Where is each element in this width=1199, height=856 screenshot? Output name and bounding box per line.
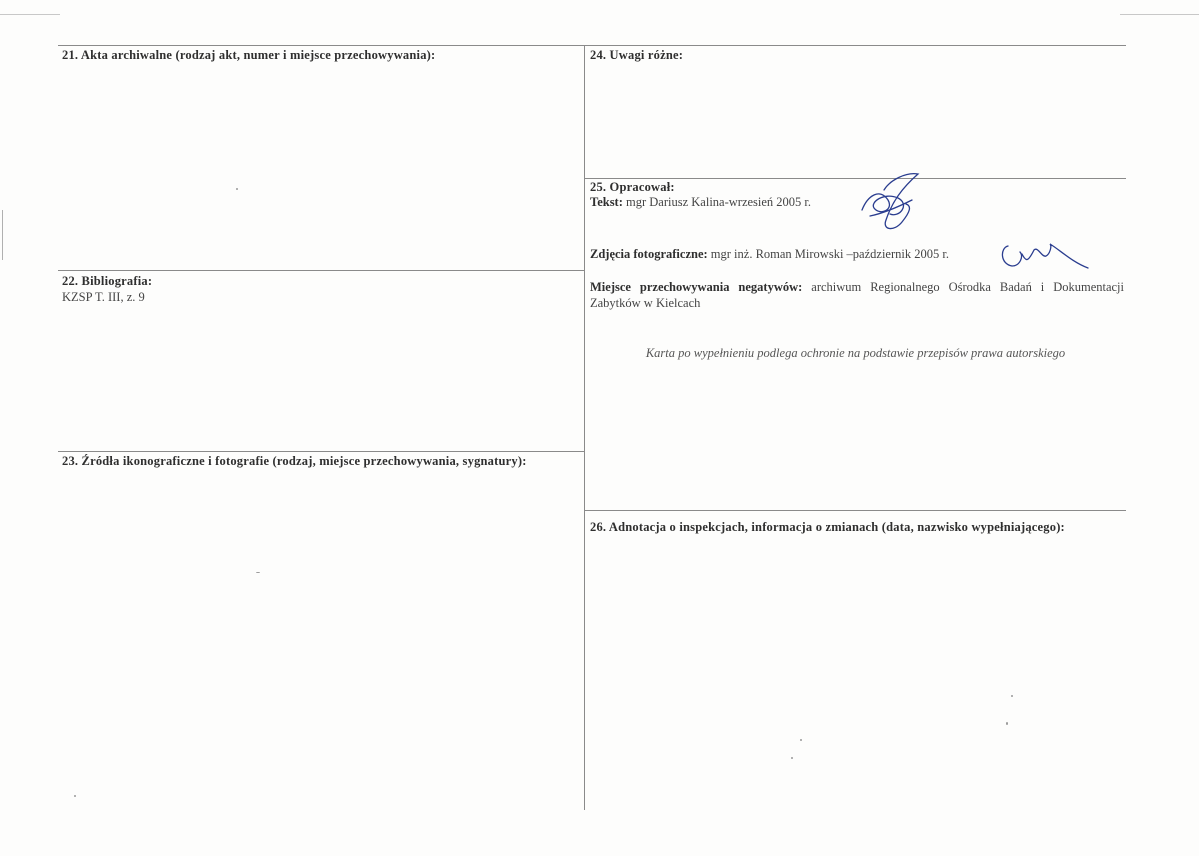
section-25-title: 25. Opracował: <box>590 180 675 194</box>
rule-26 <box>585 510 1126 511</box>
section-21-title: 21. Akta archiwalne (rodzaj akt, numer i miejsce przechowywania): <box>62 48 436 62</box>
center-divider <box>584 45 585 810</box>
scan-speck <box>74 795 76 797</box>
copyright-note: Karta po wypełnieniu podlega ochronie na podstawie przepisów prawa autorskiego <box>645 346 1066 360</box>
scan-speck <box>256 572 260 573</box>
scan-artifact <box>0 14 60 15</box>
negatives-storage-label: Miejsce przechowywania negatywów: <box>590 280 803 294</box>
text-author-line <box>590 195 811 210</box>
section-26-title: 26. Adnotacja o inspekcjach, informacja o zmianach (data, nazwisko wypełniającego): <box>590 520 1065 534</box>
scan-speck <box>791 757 793 759</box>
negatives-storage-value: archiwum Regionalnego Ośrodka Badań i Dokumentacji Zabytków w Kielcach <box>590 280 1125 310</box>
text-author-value: mgr Dariusz Kalina-wrzesień 2005 r. <box>626 195 812 209</box>
section-23-title: 23. Źródła ikonograficzne i fotografie (rodzaj, miejsce przechowywania, sygnatury): <box>62 454 527 468</box>
photos-author-line <box>590 247 949 262</box>
scan-speck <box>1006 722 1008 725</box>
scan-artifact <box>1120 14 1199 15</box>
photos-author-value: mgr inż. Roman Mirowski –październik 2005 r. <box>710 247 949 261</box>
section-22-title: 22. Bibliografia: <box>62 274 153 288</box>
rule-23 <box>58 451 584 452</box>
photos-author-signature <box>990 232 1090 272</box>
scan-speck <box>236 188 238 190</box>
negatives-storage <box>590 279 1124 311</box>
rule-22 <box>58 270 584 271</box>
section-22-content: KZSP T. III, z. 9 <box>62 290 145 304</box>
scan-speck <box>1011 695 1013 697</box>
text-author-signature <box>840 170 930 240</box>
photos-author-label: Zdjęcia fotograficzne: <box>590 247 708 261</box>
text-author-label: Tekst: <box>590 195 623 209</box>
scan-edge-mark <box>2 210 3 260</box>
scan-speck <box>800 739 802 741</box>
top-rule <box>58 45 1126 46</box>
section-24-title: 24. Uwagi różne: <box>590 48 684 62</box>
